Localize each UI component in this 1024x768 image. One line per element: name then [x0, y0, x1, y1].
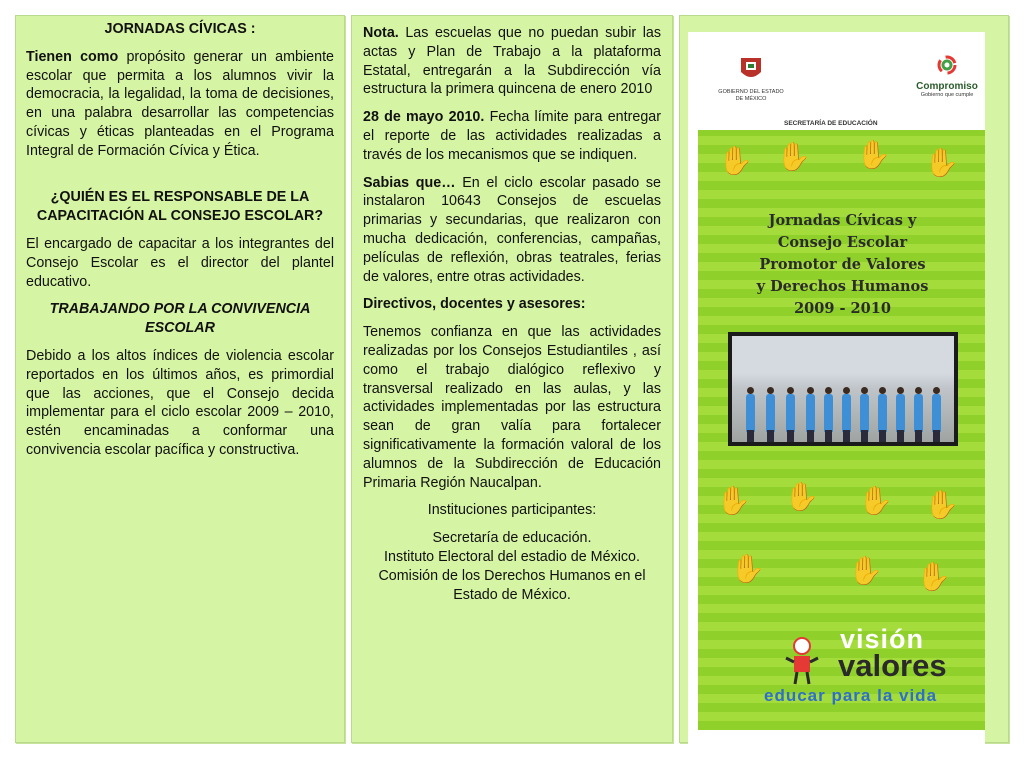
brand-word-vision: visión	[840, 624, 925, 654]
hand-icon: ✋	[856, 139, 891, 170]
fecha-paragraph	[363, 108, 661, 164]
cover-title-line: Jornadas Cívicas y	[768, 212, 917, 229]
hand-icon: ✋	[784, 481, 819, 512]
cover-title	[740, 210, 945, 320]
brand-tagline: educar para la vida	[764, 686, 938, 705]
student-figure	[896, 394, 905, 432]
convivencia-subheading: TRABAJANDO POR LA CONVIVENCIA ESCOLAR	[49, 301, 311, 337]
hand-icon: ✋	[718, 145, 753, 176]
compromiso-logo	[914, 54, 980, 99]
hand-icon: ✋	[916, 561, 951, 592]
intro-bold: Tienen como	[26, 48, 119, 65]
panel-jornadas	[15, 15, 345, 743]
hand-icon: ✋	[716, 485, 751, 516]
hand-icon: ✋	[730, 553, 765, 584]
compromiso-name: Compromiso	[916, 81, 978, 92]
sabias-paragraph	[363, 174, 661, 287]
compromiso-swirl-icon	[936, 54, 958, 76]
hand-icon: ✋	[924, 147, 959, 178]
cover-image	[688, 32, 985, 744]
student-figure	[786, 394, 795, 432]
nota-text: Las escuelas que no puedan subir las actas y Plan de Trabajo a la plataforma Estatal, entregarán a la Subdirección vía estructura la primera quincena de enero 2010	[363, 25, 661, 98]
convivencia-text: Debido a los altos índices de violencia escolar reportados en los últimos años, es primordial que las acciones, que el Consejo decida implementar para el ciclo escolar 2009 – 2010, estén encaminadas a conformar una convivencia escolar pacífica y constructiva.	[26, 347, 334, 458]
students-photo	[728, 332, 958, 446]
brand-word-valores: valores	[838, 648, 947, 683]
child-mascot-icon	[782, 636, 822, 686]
hand-icon: ✋	[858, 485, 893, 516]
directivos-heading: Directivos, docentes y asesores:	[363, 296, 586, 313]
nota-paragraph	[363, 24, 661, 99]
cover-header	[688, 32, 985, 130]
sabias-label: Sabias que…	[363, 174, 456, 191]
institution-item: Secretaría de educación.	[432, 530, 592, 547]
panel-nota	[351, 15, 673, 743]
jornadas-heading: JORNADAS CÍVICAS :	[104, 21, 256, 37]
student-figure	[746, 394, 755, 432]
sabias-text: En el ciclo escolar pasado se instalaron 10643 Consejos de escuelas primarias y secundarias, que realizaron con mucha dedicación, conferencias, campañas, películas de reflexión, obras teatrales, ferias de valores, entre otras actividades.	[363, 174, 661, 285]
edomex-caption: GOBIERNO DEL ESTADO DE MÉXICO	[718, 89, 784, 102]
student-figure	[806, 394, 815, 432]
department-label: SECRETARÍA DE EDUCACIÓN	[784, 120, 878, 127]
instituciones-heading: Instituciones participantes:	[427, 502, 597, 519]
student-figure	[766, 394, 775, 432]
jornadas-intro	[26, 48, 334, 161]
hand-icon: ✋	[848, 555, 883, 586]
vision-valores-logo	[708, 624, 978, 719]
panel-cover	[679, 15, 1009, 743]
institution-item: Comisión de los Derechos Humanos en el Estado de México.	[378, 567, 646, 603]
responsable-question: ¿QUIÉN ES EL RESPONSABLE DE LA CAPACITACIÓN AL CONSEJO ESCOLAR?	[36, 189, 324, 225]
edomex-logo	[716, 54, 786, 102]
responsable-answer: El encargado de capacitar a los integrantes del Consejo Escolar es el director del plantel educativo.	[26, 235, 334, 290]
students-photo-scene	[732, 336, 954, 442]
cover-title-line: y Derechos Humanos	[756, 278, 929, 295]
intro-text: propósito generar un ambiente escolar que permita a los alumnos vivir la democracia, la legalidad, la toma de decisiones, en una palabra desarrollar las competencias cívicas y éticas planteadas en el Programa Integral de Formación Cívica y Ética.	[26, 48, 335, 159]
hand-icon: ✋	[924, 489, 959, 520]
fecha-text: Fecha límite para entregar el reporte de las actividades realizadas a través de los mecanismos que se indiquen.	[363, 109, 661, 163]
nota-label: Nota.	[363, 25, 399, 41]
student-figure	[842, 394, 851, 432]
fecha-label: 28 de mayo 2010.	[363, 109, 485, 126]
hand-icon: ✋	[776, 141, 811, 172]
compromiso-caption: Gobierno que cumple	[920, 92, 974, 98]
student-figure	[860, 394, 869, 432]
cover-title-line: 2009 - 2010	[794, 300, 891, 317]
student-figure	[914, 394, 923, 432]
student-figure	[824, 394, 833, 432]
student-figure	[878, 394, 887, 432]
cover-title-line: Promotor de Valores	[759, 256, 926, 273]
cover-title-line: Consejo Escolar	[777, 234, 908, 251]
edomex-emblem-icon	[738, 54, 764, 84]
institution-item: Instituto Electoral del estadio de México.	[384, 548, 640, 565]
student-figure	[932, 394, 941, 432]
confianza-paragraph: Tenemos confianza en que las actividades realizadas por los Consejos Estudiantiles , así como el trabajo dialógico reflexivo y transversal realizado en las aulas, y las actividades implementadas por las estructura sean de gran valía para fortalecer significativamente la formación valoral de los alumnos de la Subdirección de Educación Primaria Región Naucalpan.	[363, 324, 661, 491]
